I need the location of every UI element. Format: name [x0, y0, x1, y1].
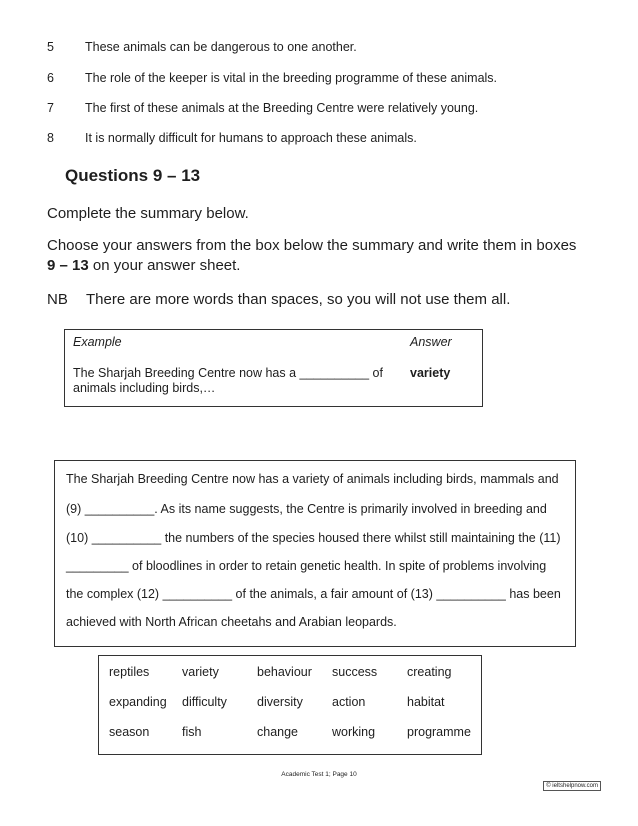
example-answer: variety — [410, 366, 451, 380]
summary-line: the complex (12) __________ of the animals, a fair amount of (13) __________ has been — [66, 587, 561, 601]
word-option: working — [332, 725, 376, 739]
instruction-complete: Complete the summary below. — [47, 205, 249, 222]
answer-header: Answer — [410, 335, 452, 349]
statement-number: 7 — [47, 101, 54, 115]
summary-line: _________ of bloodlines in order to retain genetic health. In spite of problems involving — [66, 559, 547, 573]
question-range: 9 – 13 — [47, 257, 89, 274]
word-option: diversity — [257, 695, 303, 709]
word-option: success — [332, 665, 378, 679]
page-footer: Academic Test 1; Page 10 — [281, 771, 357, 778]
instruction-choose-line1: Choose your answers from the box below the summary and write them in boxes — [47, 237, 577, 254]
summary-line: The Sharjah Breeding Centre now has a variety of animals including birds, mammals and — [66, 472, 559, 486]
example-box — [64, 329, 483, 407]
nb-label: NB — [47, 291, 68, 308]
statement-number: 5 — [47, 40, 54, 54]
statement-text: It is normally difficult for humans to approach these animals. — [85, 131, 417, 145]
word-option: creating — [407, 665, 452, 679]
nb-text: There are more words than spaces, so you will not use them all. — [86, 291, 511, 308]
summary-line: (10) __________ the numbers of the species housed there whilst still maintaining the (11) — [66, 531, 561, 545]
word-box — [98, 655, 482, 755]
statement-text: The role of the keeper is vital in the breeding programme of these animals. — [85, 71, 498, 85]
questions-heading: Questions 9 – 13 — [65, 166, 201, 185]
summary-box — [54, 460, 576, 647]
word-option: season — [109, 725, 150, 739]
example-text: The Sharjah Breeding Centre now has a __________ of animals including birds,… — [73, 366, 383, 395]
copyright-notice: © ieltshelpnow.com — [543, 781, 601, 791]
instruction-choose — [47, 236, 576, 276]
word-option: behaviour — [257, 665, 312, 679]
word-option: action — [332, 695, 366, 709]
statement-text: These animals can be dangerous to one another. — [85, 40, 357, 54]
summary-line: (9) __________. As its name suggests, the Centre is primarily involved in breeding and — [66, 502, 547, 516]
word-option: programme — [407, 725, 471, 739]
word-option: variety — [182, 665, 219, 679]
word-option: habitat — [407, 695, 445, 709]
word-option: change — [257, 725, 299, 739]
example-header: Example — [73, 335, 122, 349]
word-option: reptiles — [109, 665, 150, 679]
word-option: difficulty — [182, 695, 227, 709]
instruction-choose-rest: on your answer sheet. — [88, 257, 241, 274]
statement-text: The first of these animals at the Breeding Centre were relatively young. — [85, 101, 479, 115]
word-option: fish — [182, 725, 202, 739]
word-option: expanding — [109, 695, 167, 709]
instruction-choose-line2 — [47, 256, 576, 276]
statement-number: 6 — [47, 71, 54, 85]
statement-number: 8 — [47, 131, 54, 145]
summary-line: achieved with North African cheetahs and Arabian leopards. — [66, 615, 397, 629]
